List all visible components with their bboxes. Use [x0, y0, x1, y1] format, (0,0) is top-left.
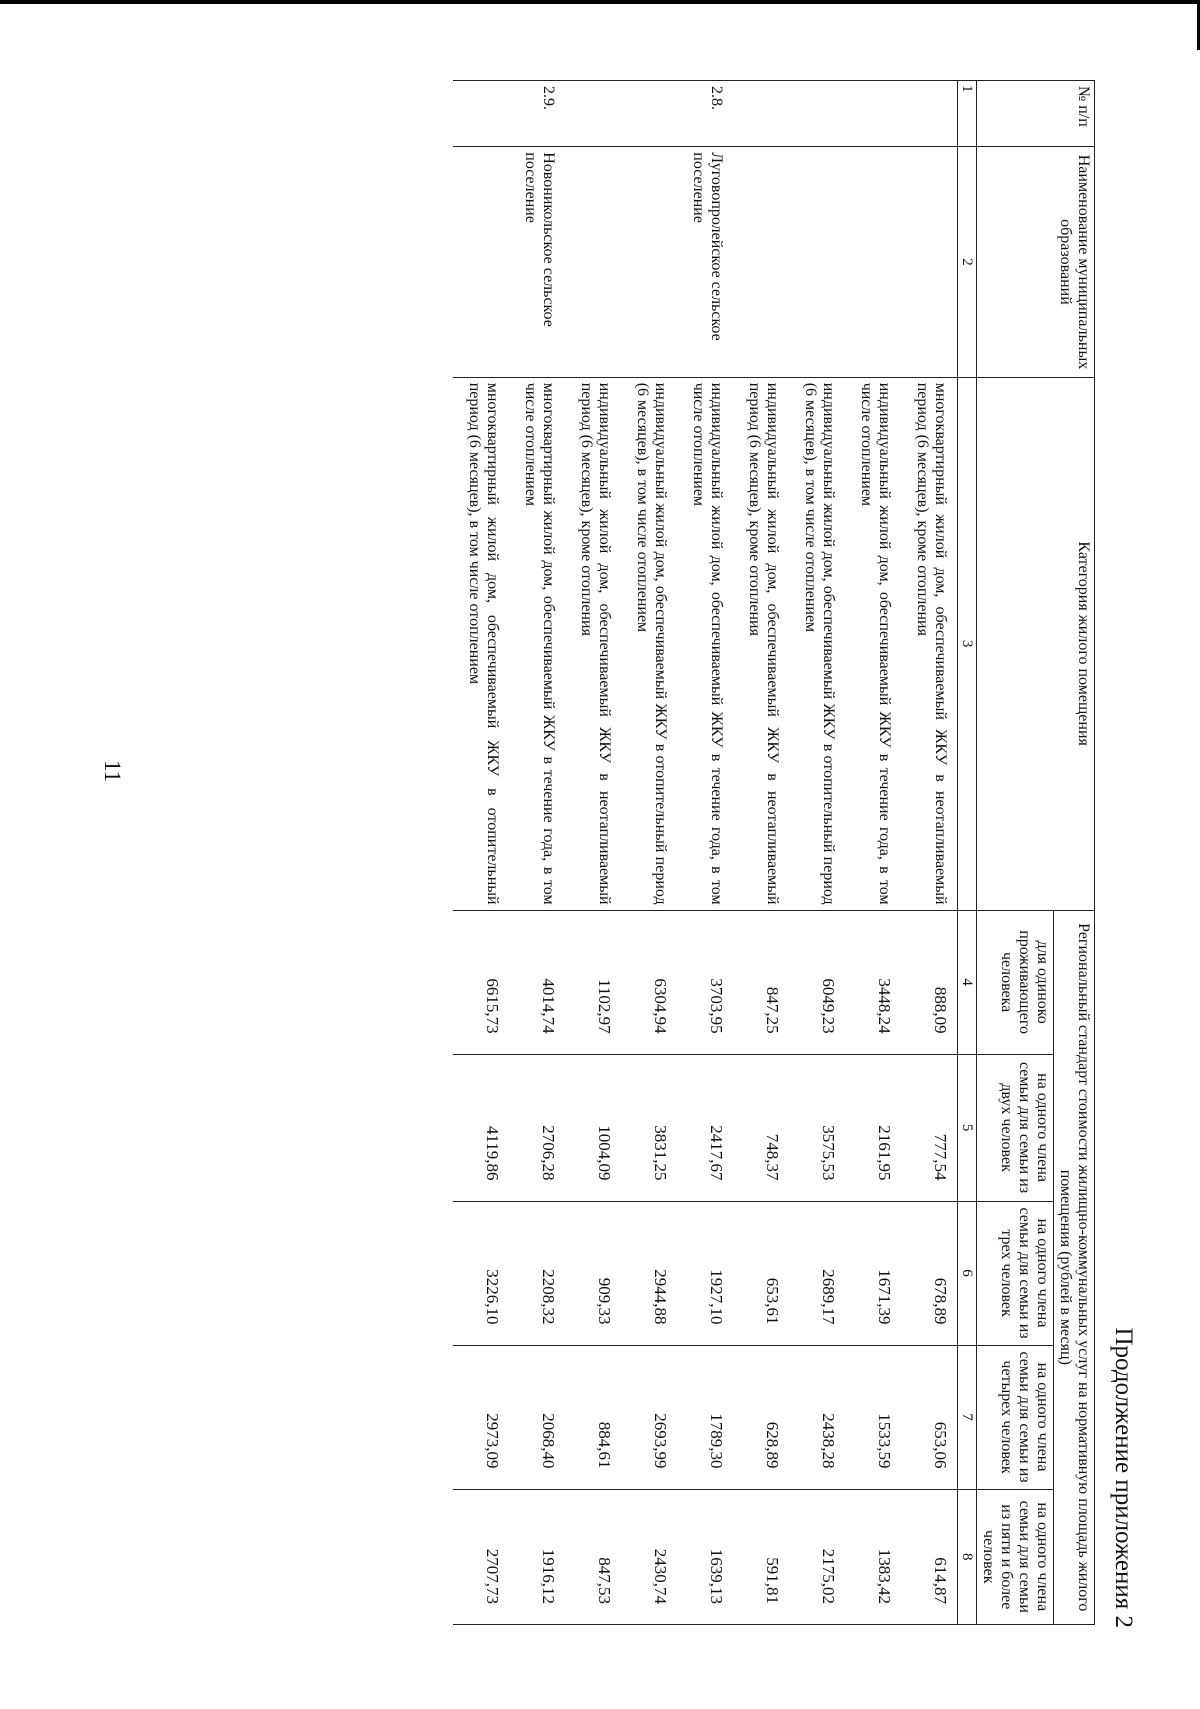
header-col8: на одного члена семьи для семьи из пяти и более человек	[977, 1489, 1054, 1624]
table-row	[621, 81, 677, 1625]
continuation-title: Продолжение приложения 2	[1110, 1327, 1137, 1628]
value-three: 653,61	[733, 1201, 789, 1345]
housing-category: многоквартирный жилой дом, обеспечиваемый ЖКУ в отопительный период (6 месяцев), в том числе отоплением	[453, 377, 509, 910]
value-five-plus: 591,81	[733, 1489, 789, 1624]
page-number: 11	[100, 760, 125, 783]
table-row	[565, 81, 621, 1625]
housing-category: индивидуальный жилой дом, обеспечиваемый ЖКУ в течение года, в том числе отоплением	[677, 377, 733, 910]
municipality-name	[565, 147, 621, 377]
value-single: 4014,74	[509, 910, 565, 1054]
value-single: 6615,73	[453, 910, 509, 1054]
table-row	[733, 81, 789, 1625]
housing-category: индивидуальный жилой дом, обеспечиваемый ЖКУ в отопительный период (6 месяцев), в том числе отоплением	[621, 377, 677, 910]
value-two: 3831,25	[621, 1054, 677, 1201]
row-number	[845, 81, 901, 147]
value-two: 2417,67	[677, 1054, 733, 1201]
value-four: 2693,99	[621, 1345, 677, 1489]
housing-category: индивидуальный жилой дом, обеспечиваемый ЖКУ в неотапливаемый период (6 месяцев), кроме отопления	[565, 377, 621, 910]
municipality-name	[621, 147, 677, 377]
municipality-name	[901, 147, 958, 377]
value-five-plus: 847,53	[565, 1489, 621, 1624]
housing-category: индивидуальный жилой дом, обеспечиваемый ЖКУ в течение года, в том числе отоплением	[845, 377, 901, 910]
municipality-name	[789, 147, 845, 377]
value-three: 2944,88	[621, 1201, 677, 1345]
value-three: 678,89	[901, 1201, 958, 1345]
value-three: 2689,17	[789, 1201, 845, 1345]
header-name: Наименование муниципальных образований	[977, 147, 1095, 377]
tariff-table	[453, 80, 1095, 1625]
housing-category: многоквартирный жилой дом, обеспечиваемый ЖКУ в неотапливаемый период (6 месяцев), кроме отопления	[901, 377, 958, 910]
value-five-plus: 2175,02	[789, 1489, 845, 1624]
value-five-plus: 614,87	[901, 1489, 958, 1624]
table-row	[509, 81, 565, 1625]
table-row	[845, 81, 901, 1625]
value-two: 777,54	[901, 1054, 958, 1201]
row-number	[733, 81, 789, 147]
municipality-name: Луговопролейское сельское поселение	[677, 147, 733, 377]
col-number: 2	[958, 147, 977, 377]
header-col7: на одного члена семьи для семьи из четырех человек	[977, 1345, 1054, 1489]
header-standard: Региональный стандарт стоимости жилищно-коммунальных услуг на нормативную площадь жилого помещения (рублей в месяц)	[1054, 910, 1095, 1624]
value-two: 4119,86	[453, 1054, 509, 1201]
value-four: 628,89	[733, 1345, 789, 1489]
value-two: 2161,95	[845, 1054, 901, 1201]
value-single: 3448,24	[845, 910, 901, 1054]
value-single: 6049,23	[789, 910, 845, 1054]
header-col4: для одиноко проживающего человека	[977, 910, 1054, 1054]
value-five-plus: 2430,74	[621, 1489, 677, 1624]
header-col5: на одного члена семьи для семьи из двух человек	[977, 1054, 1054, 1201]
value-four: 2973,09	[453, 1345, 509, 1489]
table-row	[901, 81, 958, 1625]
value-four: 884,61	[565, 1345, 621, 1489]
value-two: 748,37	[733, 1054, 789, 1201]
value-five-plus: 1916,12	[509, 1489, 565, 1624]
value-two: 3575,53	[789, 1054, 845, 1201]
col-number: 1	[958, 81, 977, 147]
header-no: № п/п	[977, 81, 1095, 147]
table-row	[677, 81, 733, 1625]
value-four: 1533,59	[845, 1345, 901, 1489]
municipality-name: Новоникольское сельское поселение	[509, 147, 565, 377]
header-category: Категория жилого помещения	[977, 377, 1095, 910]
table-row	[789, 81, 845, 1625]
col-number: 7	[958, 1345, 977, 1489]
col-number: 5	[958, 1054, 977, 1201]
value-five-plus: 1639,13	[677, 1489, 733, 1624]
row-number: 2.9.	[509, 81, 565, 147]
municipality-name	[453, 147, 509, 377]
value-five-plus: 2707,73	[453, 1489, 509, 1624]
value-two: 1004,09	[565, 1054, 621, 1201]
value-four: 2438,28	[789, 1345, 845, 1489]
value-single: 3703,95	[677, 910, 733, 1054]
row-number	[621, 81, 677, 147]
header-col6: на одного члена семьи для семьи из трех человек	[977, 1201, 1054, 1345]
municipality-name	[733, 147, 789, 377]
housing-category: многоквартирный жилой дом, обеспечиваемый ЖКУ в течение года, в том числе отоплением	[509, 377, 565, 910]
value-two: 2706,28	[509, 1054, 565, 1201]
value-three: 1927,10	[677, 1201, 733, 1345]
row-number	[453, 81, 509, 147]
value-three: 3226,10	[453, 1201, 509, 1345]
col-number: 8	[958, 1489, 977, 1624]
rotated-page	[100, 80, 1145, 1640]
table-row	[453, 81, 509, 1625]
row-number	[901, 81, 958, 147]
col-number: 4	[958, 910, 977, 1054]
value-four: 2068,40	[509, 1345, 565, 1489]
housing-category: индивидуальный жилой дом, обеспечиваемый ЖКУ в отопительный период (6 месяцев), в том числе отоплением	[789, 377, 845, 910]
value-five-plus: 1383,42	[845, 1489, 901, 1624]
value-three: 909,33	[565, 1201, 621, 1345]
municipality-name	[845, 147, 901, 377]
value-four: 1789,30	[677, 1345, 733, 1489]
value-three: 2208,32	[509, 1201, 565, 1345]
value-single: 847,25	[733, 910, 789, 1054]
housing-category: индивидуальный жилой дом, обеспечиваемый ЖКУ в неотапливаемый период (6 месяцев), кроме отопления	[733, 377, 789, 910]
row-number	[789, 81, 845, 147]
col-number: 6	[958, 1201, 977, 1345]
row-number: 2.8.	[677, 81, 733, 147]
scan-edge-top	[0, 0, 1200, 4]
value-four: 653,06	[901, 1345, 958, 1489]
value-three: 1671,39	[845, 1201, 901, 1345]
value-single: 1102,97	[565, 910, 621, 1054]
row-number	[565, 81, 621, 147]
value-single: 888,09	[901, 910, 958, 1054]
value-single: 6304,94	[621, 910, 677, 1054]
col-number: 3	[958, 377, 977, 910]
